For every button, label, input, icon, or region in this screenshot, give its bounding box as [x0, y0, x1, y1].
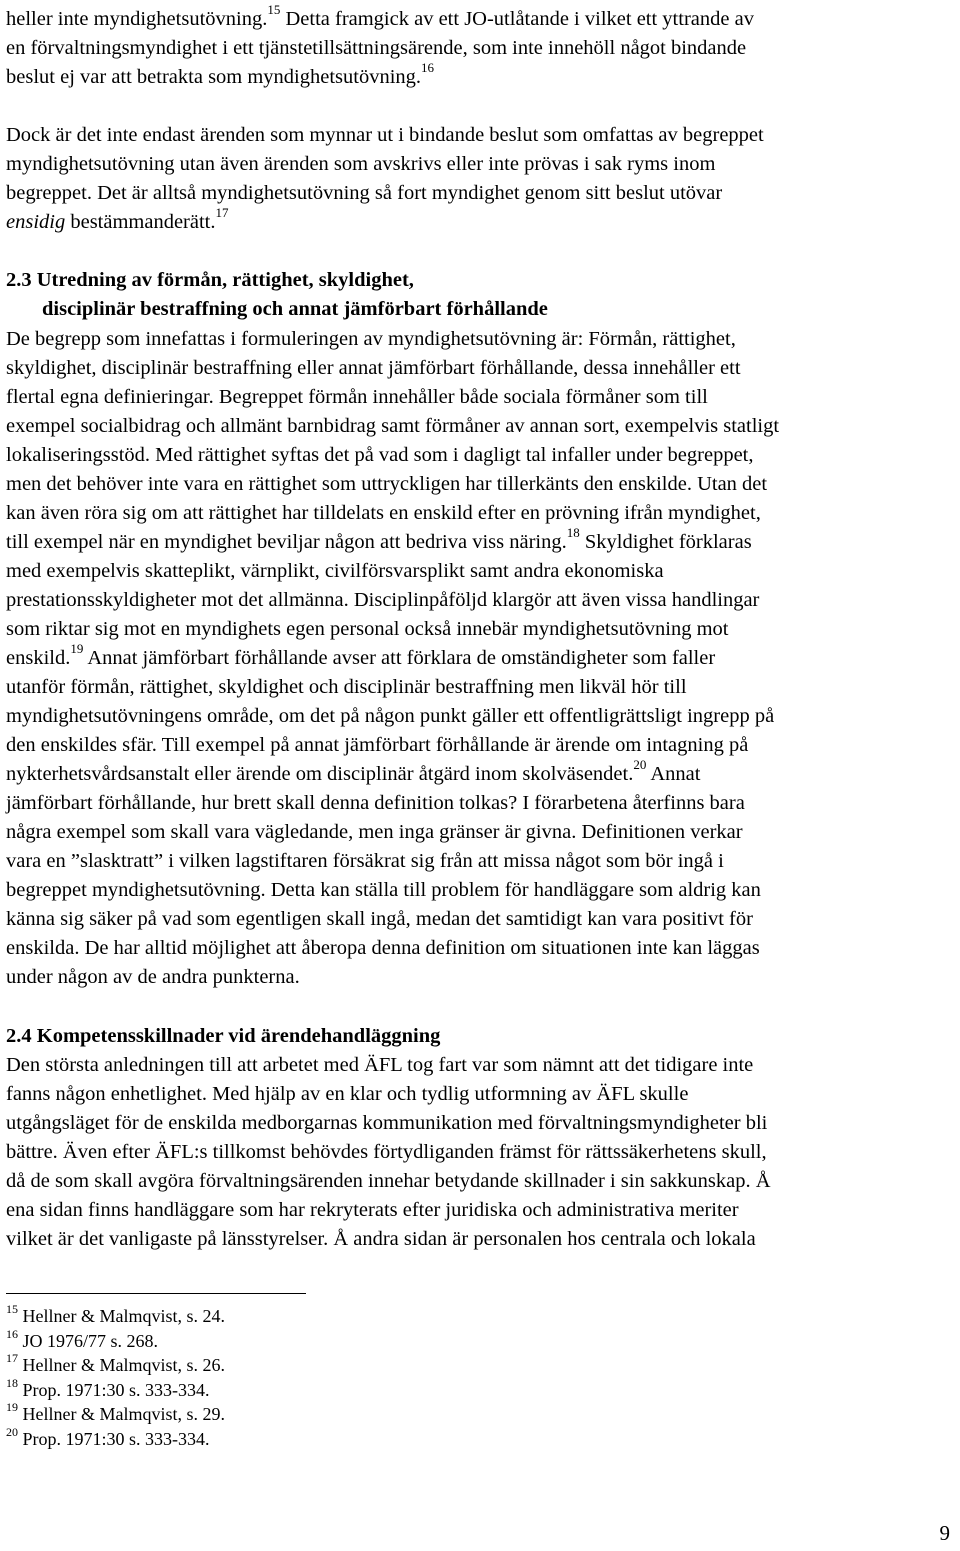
text-line: begreppet. Det är alltså myndighetsutövning så fort myndighet genom sitt beslut utövar — [6, 182, 723, 204]
footnote-number: 20 — [6, 1424, 18, 1439]
footnote-text: Hellner & Malmqvist, s. 26. — [22, 1355, 225, 1376]
footnote-text: Prop. 1971:30 s. 333-334. — [22, 1428, 210, 1449]
text-line: en förvaltningsmyndighet i ett tjänstetillsättningsärende, som inte innehöll något bindande — [6, 37, 747, 59]
footnote-number: 17 — [6, 1351, 18, 1366]
footnote-text: Hellner & Malmqvist, s. 29. — [22, 1404, 225, 1425]
text-line: ena sidan finns handläggare som har rekryterats efter juridiska och administrativa meriter — [6, 1199, 739, 1221]
text-line: vilket är det vanligaste på länsstyrelser. Å andra sidan är personalen hos centrala och lokala — [6, 1228, 756, 1250]
text-line: den enskildes sfär. Till exempel på annat jämförbart förhållande är ärende om intagning på — [6, 734, 749, 756]
footnote-text: JO 1976/77 s. 268. — [22, 1330, 159, 1351]
paragraph-3 — [6, 325, 779, 992]
text-line: begreppet myndighetsutövning. Detta kan ställa till problem för handläggare som aldrig kan — [6, 879, 761, 901]
text-line: skyldighet, disciplinär bestraffning eller annat jämförbart förhållande, dessa innehåller ett — [6, 357, 741, 379]
footnotes — [6, 1304, 225, 1452]
text-line: myndighetsutövning utan även ärenden som avskrivs eller inte prövas i sak ryms inom — [6, 153, 716, 175]
text-line: utanför förmån, rättighet, skyldighet och disciplinär bestraffning men likväl hör till — [6, 676, 687, 698]
text-line: enskild.$^{19}$ Annat jämförbart förhållande avser att förklara de omständigheter som faller — [6, 641, 716, 669]
text-line: känna sig säker på vad som egentligen skall ingå, medan det samtidigt kan vara positivt för — [6, 908, 753, 930]
footnote-number: 18 — [6, 1375, 18, 1390]
footnote-text: Prop. 1971:30 s. 333-334. — [22, 1379, 210, 1400]
footnote — [6, 1402, 225, 1427]
text-line: fanns någon enhetlighet. Med hjälp av en klar och tydlig utformning av ÄFL skulle — [6, 1083, 689, 1105]
footnote-ref: 18 — [566, 525, 580, 541]
text-line: exempel socialbidrag och allmänt barnbidrag samt förmåner av annan sort, exempelvis statligt — [6, 415, 780, 437]
heading-line: 2.3 Utredning av förmån, rättighet, skyldighet, — [6, 269, 414, 291]
section-heading-2-3 — [6, 266, 548, 324]
text-line: ensidig bestämmanderätt.$^{17}$ — [6, 205, 229, 233]
footnote — [6, 1375, 225, 1403]
text-line: beslut ej var att betrakta som myndighetsutövning.$^{16}$ — [6, 60, 435, 88]
footnote-ref: 15 — [267, 2, 281, 18]
text-line: vara en ”slasktratt” i vilken lagstiftaren försäkrat sig från att missa något som bör ingå i — [6, 850, 724, 872]
footnote-number: 16 — [6, 1326, 18, 1341]
text-line: lokaliseringsstöd. Med rättighet syftas det på vad som i dagligt tal infaller under begreppet, — [6, 444, 754, 466]
footnote-divider — [6, 1293, 306, 1294]
footnote — [6, 1326, 225, 1354]
footnote-ref: 17 — [215, 205, 229, 221]
text-line: utgångsläget för de enskilda medborgarnas kommunikation med förvaltningsmyndigheter bli — [6, 1112, 768, 1134]
text-line: myndighetsutövningens område, om det på någon punkt gäller ett offentligrättsligt ingrepp på — [6, 705, 775, 727]
text-line: prestationsskyldigheter mot det allmänna. Disciplinpåföljd klargör att även vissa handlingar — [6, 589, 760, 611]
text-line: nykterhetsvårdsanstalt eller ärende om disciplinär åtgärd inom skolväsendet.$^{20}$ Annat — [6, 757, 701, 785]
text-line: då de som skall avgöra förvaltningsärenden innehar betydande skillnader i sin sakkunskap. Å — [6, 1170, 771, 1192]
footnote-number: 19 — [6, 1400, 18, 1415]
text-line: jämförbart förhållande, hur brett skall denna definition tolkas? I förarbetena återfinns bara — [6, 792, 745, 814]
text-line: De begrepp som innefattas i formuleringen av myndighetsutövning är: Förmån, rättighet, — [6, 328, 736, 350]
paragraph-4 — [6, 1051, 771, 1254]
footnote — [6, 1353, 225, 1378]
text-line: kan även röra sig om att rättighet har tilldelats en enskild efter en prövning ifrån myndighet, — [6, 502, 761, 524]
footnote-text: Hellner & Malmqvist, s. 24. — [22, 1306, 225, 1326]
section-heading-2-4 — [6, 1022, 440, 1051]
paragraph-1 — [6, 2, 754, 92]
footnote-number: 15 — [6, 1302, 18, 1316]
text-line: några exempel som skall vara vägledande, men inga gränser är givna. Definitionen verkar — [6, 821, 743, 843]
text-line: Den största anledningen till att arbetet med ÄFL tog fart var som nämnt att det tidigare inte — [6, 1054, 754, 1076]
text-line: flertal egna definieringar. Begreppet förmån innehåller både sociala förmåner som till — [6, 386, 708, 408]
text-line: till exempel när en myndighet beviljar någon att bedriva viss näring.$^{18}$ Skyldighet förklaras — [6, 525, 752, 553]
text-line: heller inte myndighetsutövning.$^{15}$ Detta framgick av ett JO-utlåtande i vilket ett yttrande av — [6, 2, 754, 30]
text-line: under någon av de andra punkterna. — [6, 966, 300, 988]
text-line: bättre. Även efter ÄFL:s tillkomst behövdes förtydliganden främst för rättssäkerhetens skull, — [6, 1141, 767, 1163]
footnote-ref: 20 — [633, 757, 647, 773]
heading-line: disciplinär bestraffning och annat jämförbart förhållande — [42, 298, 548, 320]
heading-line: 2.4 Kompetensskillnader vid ärendehandläggning — [6, 1025, 441, 1047]
text-line: Dock är det inte endast ärenden som mynnar ut i bindande beslut som omfattas av begreppet — [6, 124, 764, 146]
paragraph-2 — [6, 121, 764, 237]
text-line: med exempelvis skatteplikt, värnplikt, civilförsvarsplikt samt andra ekonomiska — [6, 560, 664, 582]
footnote — [6, 1304, 225, 1329]
footnote-ref: 16 — [421, 60, 435, 76]
text-line: men det behöver inte vara en rättighet som uttryckligen har tillerkänts den enskilde. Utan det — [6, 473, 768, 495]
page-number: 9 — [939, 1521, 950, 1545]
italic-word: ensidig — [6, 211, 66, 233]
text-line: enskilda. De har alltid möjlighet att åberopa denna definition om situationen inte kan läggas — [6, 937, 760, 959]
text-line: som riktar sig mot en myndighets egen personal också innebär myndighetsutövning mot — [6, 618, 729, 640]
footnote — [6, 1424, 225, 1452]
footnote-ref: 19 — [70, 641, 84, 657]
